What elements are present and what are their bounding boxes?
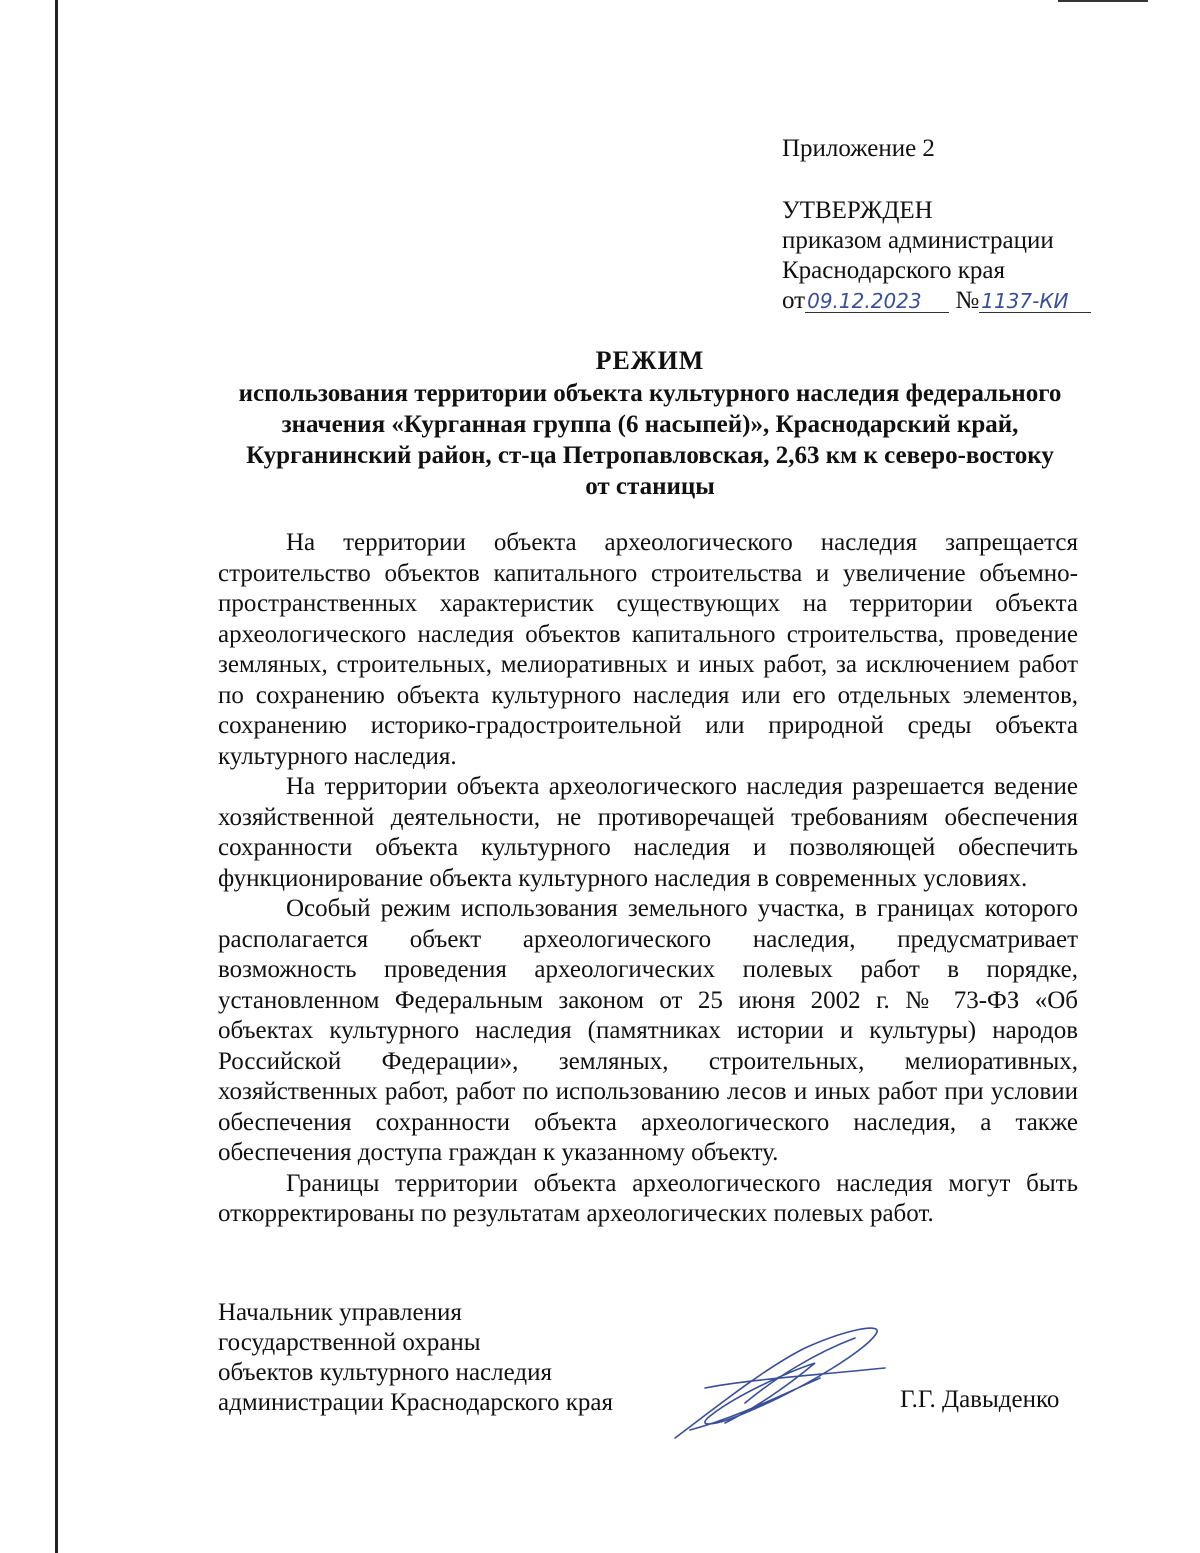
approval-stamp-block <box>782 134 1091 316</box>
signer-name: Г.Г. Давыденко <box>900 1386 1060 1413</box>
handwritten-date: 09.12.2023 <box>805 290 949 313</box>
page-left-border <box>55 0 58 1553</box>
top-edge-mark <box>1058 0 1148 2</box>
order-date-number-line <box>782 286 1091 316</box>
date-prefix: от <box>782 287 806 314</box>
approved-label: УТВЕРЖДЕН <box>782 197 933 224</box>
number-prefix: № <box>955 287 980 314</box>
body-paragraph: Границы территории объекта археологического наследия могут быть откорректированы по результатам археологических полевых работ. <box>218 1169 1078 1227</box>
annex-label: Приложение 2 <box>782 135 935 162</box>
approved-by-line-1: приказом администрации <box>782 227 1054 254</box>
signer-title-line-1: Начальник управления <box>218 1299 462 1326</box>
document-body <box>218 528 1078 1230</box>
signer-title-block <box>218 1298 613 1418</box>
document-title-block <box>215 345 1085 502</box>
document-subtitle-line-2: значения «Курганная группа (6 насыпей)», Краснодарский край, <box>281 411 1019 438</box>
document-subtitle-line-4: от станицы <box>585 473 715 500</box>
signer-title-line-2: государственной охраны <box>218 1329 481 1356</box>
handwritten-signature <box>655 1318 895 1448</box>
body-paragraph: Особый режим использования земельного участка, в границах которого располагается объект археологического наследия, предусматривает возможность проведения археологических полевых работ в порядке, установленном Федеральным законом от 25 июня 2002 г. № 73-ФЗ «Об объектах культурного наследия (памятниках истории и культуры) народов Российской Федерации», земляных, строительных, мелиоративных, хозяйственных работ, работ по использованию лесов и иных работ при условии обеспечения сохранности объекта археологического наследия, а также обеспечения доступа граждан к указанному объекту. <box>218 895 1078 1166</box>
handwritten-order-number: 1137-КИ <box>979 290 1091 313</box>
document-subtitle-line-1: использования территории объекта культурного наследия федерального <box>238 380 1062 407</box>
body-paragraph: На территории объекта археологического наследия разрешается ведение хозяйственной деятельности, не противоречащей требованиям обеспечения сохранности объекта культурного наследия и позволяющей обеспечить функционирование объекта культурного наследия в современных условиях. <box>218 773 1078 892</box>
signer-title-line-4: администрации Краснодарского края <box>218 1389 614 1416</box>
approved-by-line-2: Краснодарского края <box>782 257 1005 284</box>
document-subtitle-line-3: Курганинский район, ст-ца Петропавловская, 2,63 км к северо-востоку <box>246 442 1054 469</box>
document-title: РЕЖИМ <box>595 346 705 375</box>
body-paragraph: На территории объекта археологического наследия запрещается строительство объектов капитального строительства и увеличение объемно-пространственных характеристик существующих на территории объекта археологического наследия объектов капитального строительства, проведение земляных, строительных, мелиоративных и иных работ, за исключением работ по сохранению объекта культурного наследия или его отдельных элементов, сохранению историко-градостроительной или природной среды объекта культурного наследия. <box>218 529 1078 770</box>
signer-title-line-3: объектов культурного наследия <box>218 1359 552 1386</box>
